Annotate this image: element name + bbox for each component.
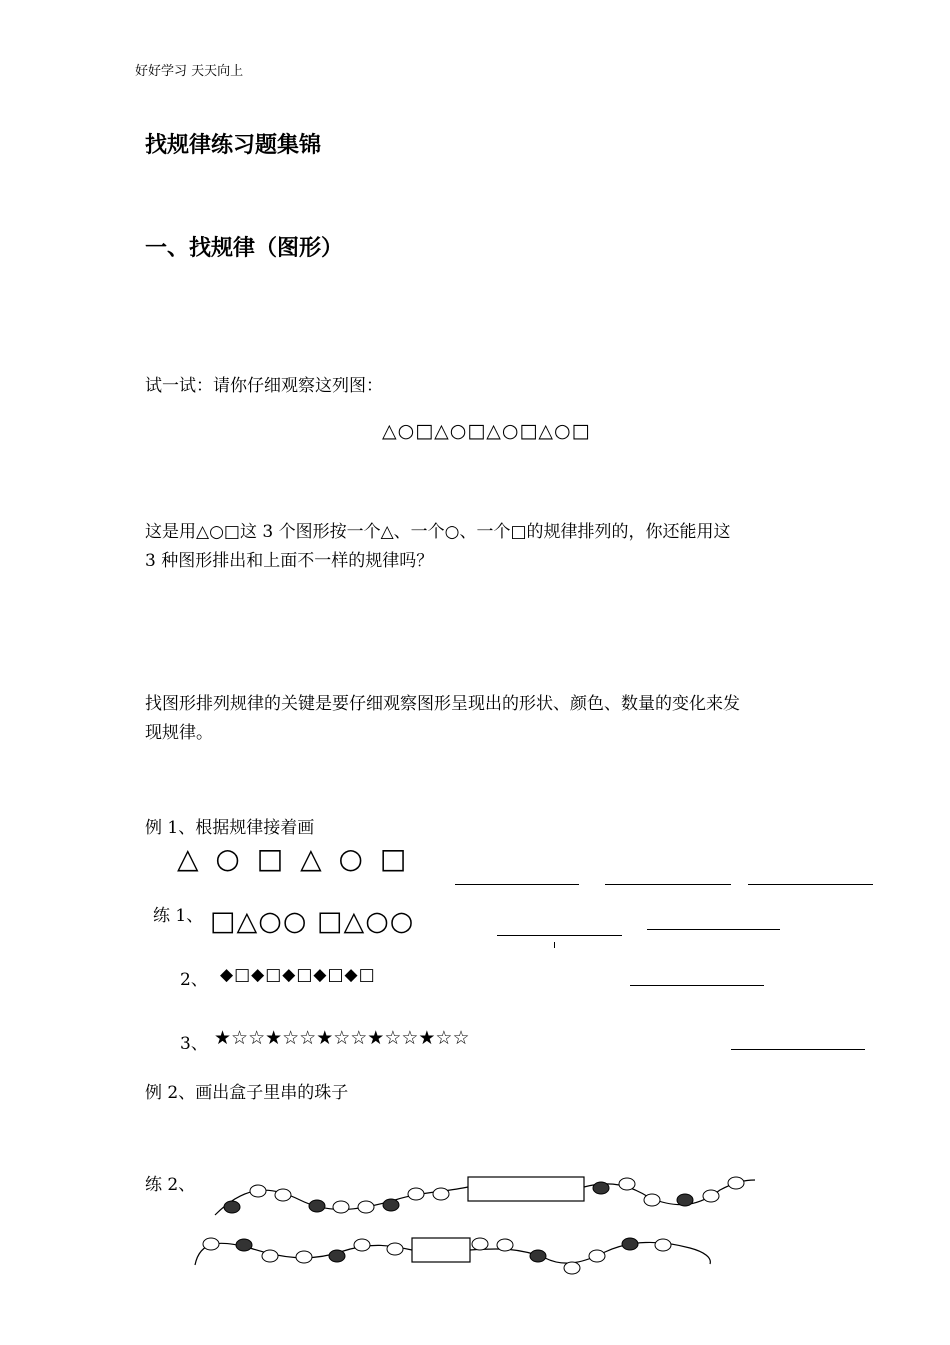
page-title: 找规律练习题集锦 bbox=[145, 132, 322, 158]
practice-1-item-2-label: 2、 bbox=[180, 970, 208, 990]
example-2-label: 例 2、画出盒子里串的珠子 bbox=[145, 1083, 349, 1103]
example-1-sequence: △ ○ □ △ ○ □ bbox=[177, 842, 411, 875]
practice-1-item-3-label: 3、 bbox=[180, 1034, 208, 1054]
explain-line-1: 这是用△○□这 3 个图形按一个△、一个○、一个□的规律排列的，你还能用这 bbox=[145, 522, 731, 542]
page-header: 好好学习 天天向上 bbox=[135, 64, 244, 79]
try-sequence: △○□△○□△○□△○□ bbox=[382, 420, 591, 442]
bead-box bbox=[412, 1238, 470, 1262]
practice-1-item-3-sequence: ★☆☆★☆☆★☆☆★☆☆★☆☆ bbox=[214, 1027, 470, 1049]
practice-1-item-2-sequence: ◆□◆□◆□◆□◆□ bbox=[220, 965, 376, 985]
section-title: 一、找规律（图形） bbox=[145, 235, 344, 261]
key-line-1: 找图形排列规律的关键是要仔细观察图形呈现出的形状、颜色、数量的变化来发 bbox=[145, 694, 740, 714]
practice-1-label: 练 1、 bbox=[153, 906, 204, 926]
key-line-2: 现规律。 bbox=[145, 723, 213, 743]
example-1-label: 例 1、根据规律接着画 bbox=[145, 818, 315, 838]
practice-2-label: 练 2、 bbox=[145, 1175, 196, 1195]
try-label: 试一试：请你仔细观察这列图： bbox=[145, 376, 383, 396]
practice-1-sequence: □△○○ □△○○ bbox=[210, 906, 415, 937]
explain-line-2: 3 种图形排出和上面不一样的规律吗？ bbox=[145, 551, 434, 571]
